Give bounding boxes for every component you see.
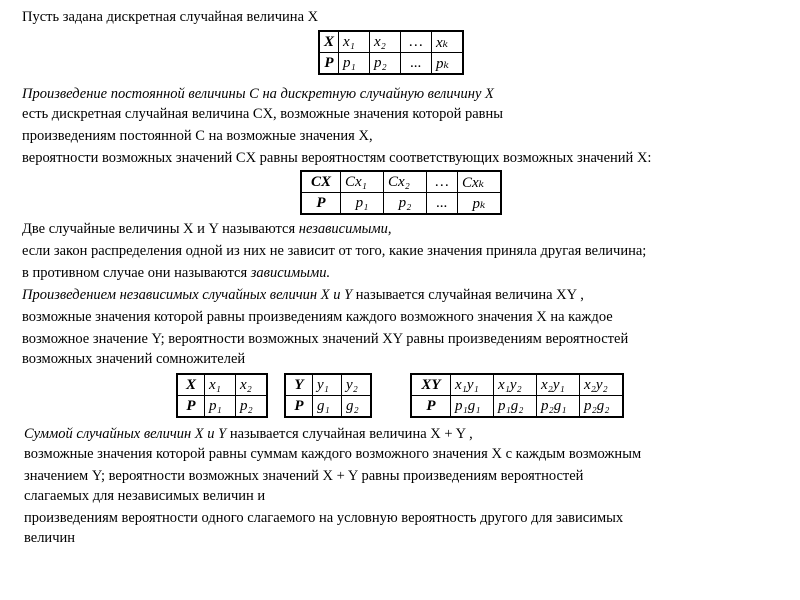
distribution-table-xy [410,373,624,418]
table-row [301,171,501,193]
table-cell: p₁g₁ [451,396,494,418]
table-row [177,374,267,396]
text-fragment: Суммой случайных величин X и Y [24,426,230,442]
table-cell: y₂ [342,374,372,396]
sum-heading [24,425,473,443]
table-cell: x₂ [236,374,268,396]
table-cell: x₂y₂ [580,374,624,396]
text-line: возможные значения которой равны произведениям каждого возможного значения X на каждое [22,309,613,325]
independence-line [22,220,392,238]
table-cell: ... [401,53,432,75]
table-cell: CX [301,171,341,193]
table-cell: P [301,193,341,215]
table-cell: x₂ [370,31,401,53]
table-cell: p₂ [236,396,268,418]
table-cell: p₁g₂ [494,396,537,418]
text-line: произведениям постоянной C на возможные значения X, [22,128,373,144]
table-cell: P [319,53,339,75]
table-cell: … [401,31,432,53]
text-line: значением Y; вероятности возможных значений X + Y равны произведениям вероятностей [24,468,584,484]
table-cell: … [427,171,458,193]
text-line: произведениям вероятности одного слагаемого на условную вероятность другого для зависимых [24,510,624,526]
table-row [411,396,623,418]
text-fragment: Произведением независимых случайных величин X и Y [22,287,356,303]
table-cell: y₁ [313,374,342,396]
text-line: возможное значение Y; вероятности возможных значений XY равны произведениям вероятностей [22,331,629,347]
table-row [177,396,267,418]
table-cell: p₂ [370,53,401,75]
distribution-table-x [318,30,464,75]
table-cell: Cx₂ [384,171,427,193]
table-cell: Cxₖ [458,171,502,193]
table-cell: X [319,31,339,53]
product-constant-heading: Произведение постоянной величины C на дискретную случайную величину X [22,86,494,102]
table-cell: p₁ [339,53,370,75]
distribution-table-y [284,373,372,418]
table-cell: p₁ [341,193,384,215]
text-line: возможных значений сомножителей [22,351,246,367]
table-cell: p₁ [205,396,236,418]
table-row [411,374,623,396]
table-cell: ... [427,193,458,215]
table-cell: p₂ [384,193,427,215]
table-cell: p₂g₂ [580,396,624,418]
table-cell: XY [411,374,451,396]
text-fragment: в противном случае они называются [22,265,251,281]
text-fragment: называется случайная величина XY , [355,287,584,303]
table-cell: x₁ [339,31,370,53]
table-cell: Y [285,374,313,396]
dependence-line [22,264,330,282]
text-line: слагаемых для независимых величин и [24,488,266,504]
table-cell: Cx₁ [341,171,384,193]
text-line: если закон распределения одной из них не зависит от того, какие значения приняла другая величина; [22,243,647,259]
text-fragment: Две случайные величины X и Y называются [22,221,299,237]
intro-line: Пусть задана дискретная случайная величина X [22,9,319,25]
table-cell: xₖ [432,31,464,53]
distribution-table-cx [300,170,502,215]
table-cell: x₁y₁ [451,374,494,396]
table-cell: pₖ [432,53,464,75]
term-dependent: зависимыми. [250,265,331,281]
table-cell: pₖ [458,193,502,215]
table-row [301,193,501,215]
table-cell: P [285,396,313,418]
distribution-table-x-small [176,373,268,418]
table-cell: x₁y₂ [494,374,537,396]
term-independent: независимыми, [298,221,392,237]
table-cell: x₂y₁ [537,374,580,396]
table-cell: p₂g₁ [537,396,580,418]
table-cell: g₁ [313,396,342,418]
product-independent-heading [22,286,584,304]
table-row [319,53,463,75]
text-line: есть дискретная случайная величина CX, возможные значения которой равны [22,106,504,122]
text-line: вероятности возможных значений CX равны вероятностям соответствующих возможных значений X: [22,150,652,166]
table-cell: P [177,396,205,418]
text-fragment: называется случайная величина X + Y , [229,426,473,442]
table-cell: P [411,396,451,418]
table-row [319,31,463,53]
text-line: возможные значения которой равны суммам каждого возможного значения X с каждым возможным [24,446,642,462]
table-row [285,396,371,418]
table-row [285,374,371,396]
text-line: величин [24,530,76,546]
table-cell: g₂ [342,396,372,418]
table-cell: X [177,374,205,396]
table-cell: x₁ [205,374,236,396]
